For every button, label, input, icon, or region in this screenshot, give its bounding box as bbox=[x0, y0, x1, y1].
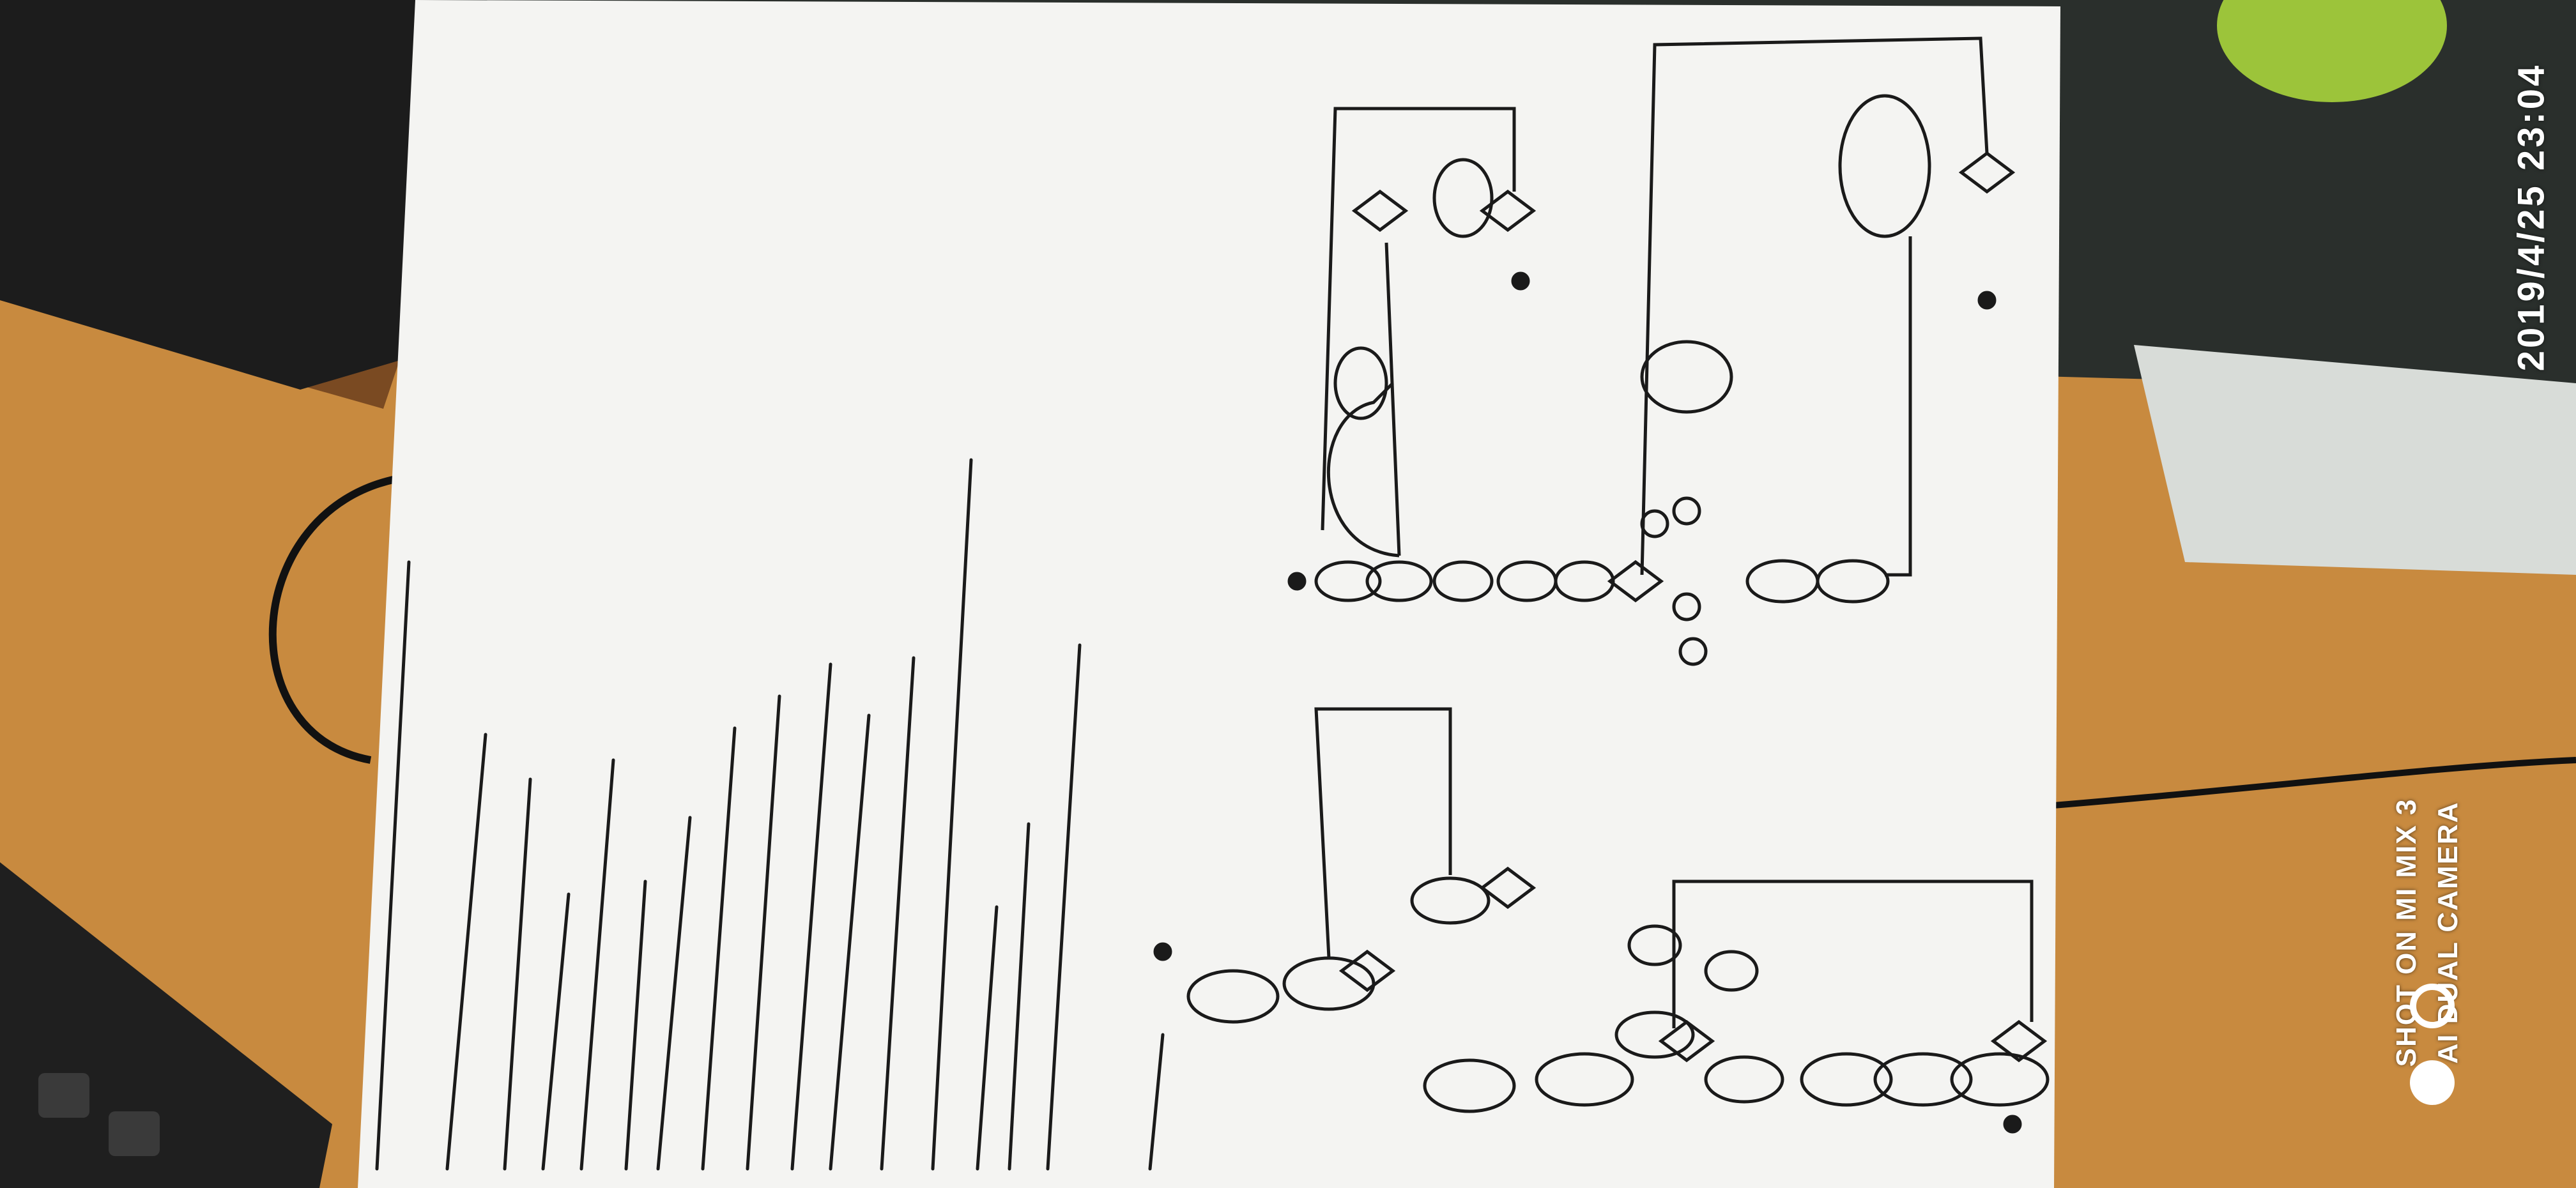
camera-text: AI DUAL CAMERA bbox=[2432, 801, 2464, 1064]
keyboard-key bbox=[109, 1111, 160, 1156]
shot-on-text: SHOT ON MI MIX 3 bbox=[2391, 798, 2422, 1067]
timestamp-text: 2019/4/25 23:04 bbox=[2510, 63, 2552, 372]
camera-logo-icon bbox=[2391, 977, 2474, 1143]
paper-sheet bbox=[358, 0, 2060, 1188]
keyboard-key bbox=[38, 1073, 89, 1118]
timestamp-watermark bbox=[2487, 26, 2576, 409]
